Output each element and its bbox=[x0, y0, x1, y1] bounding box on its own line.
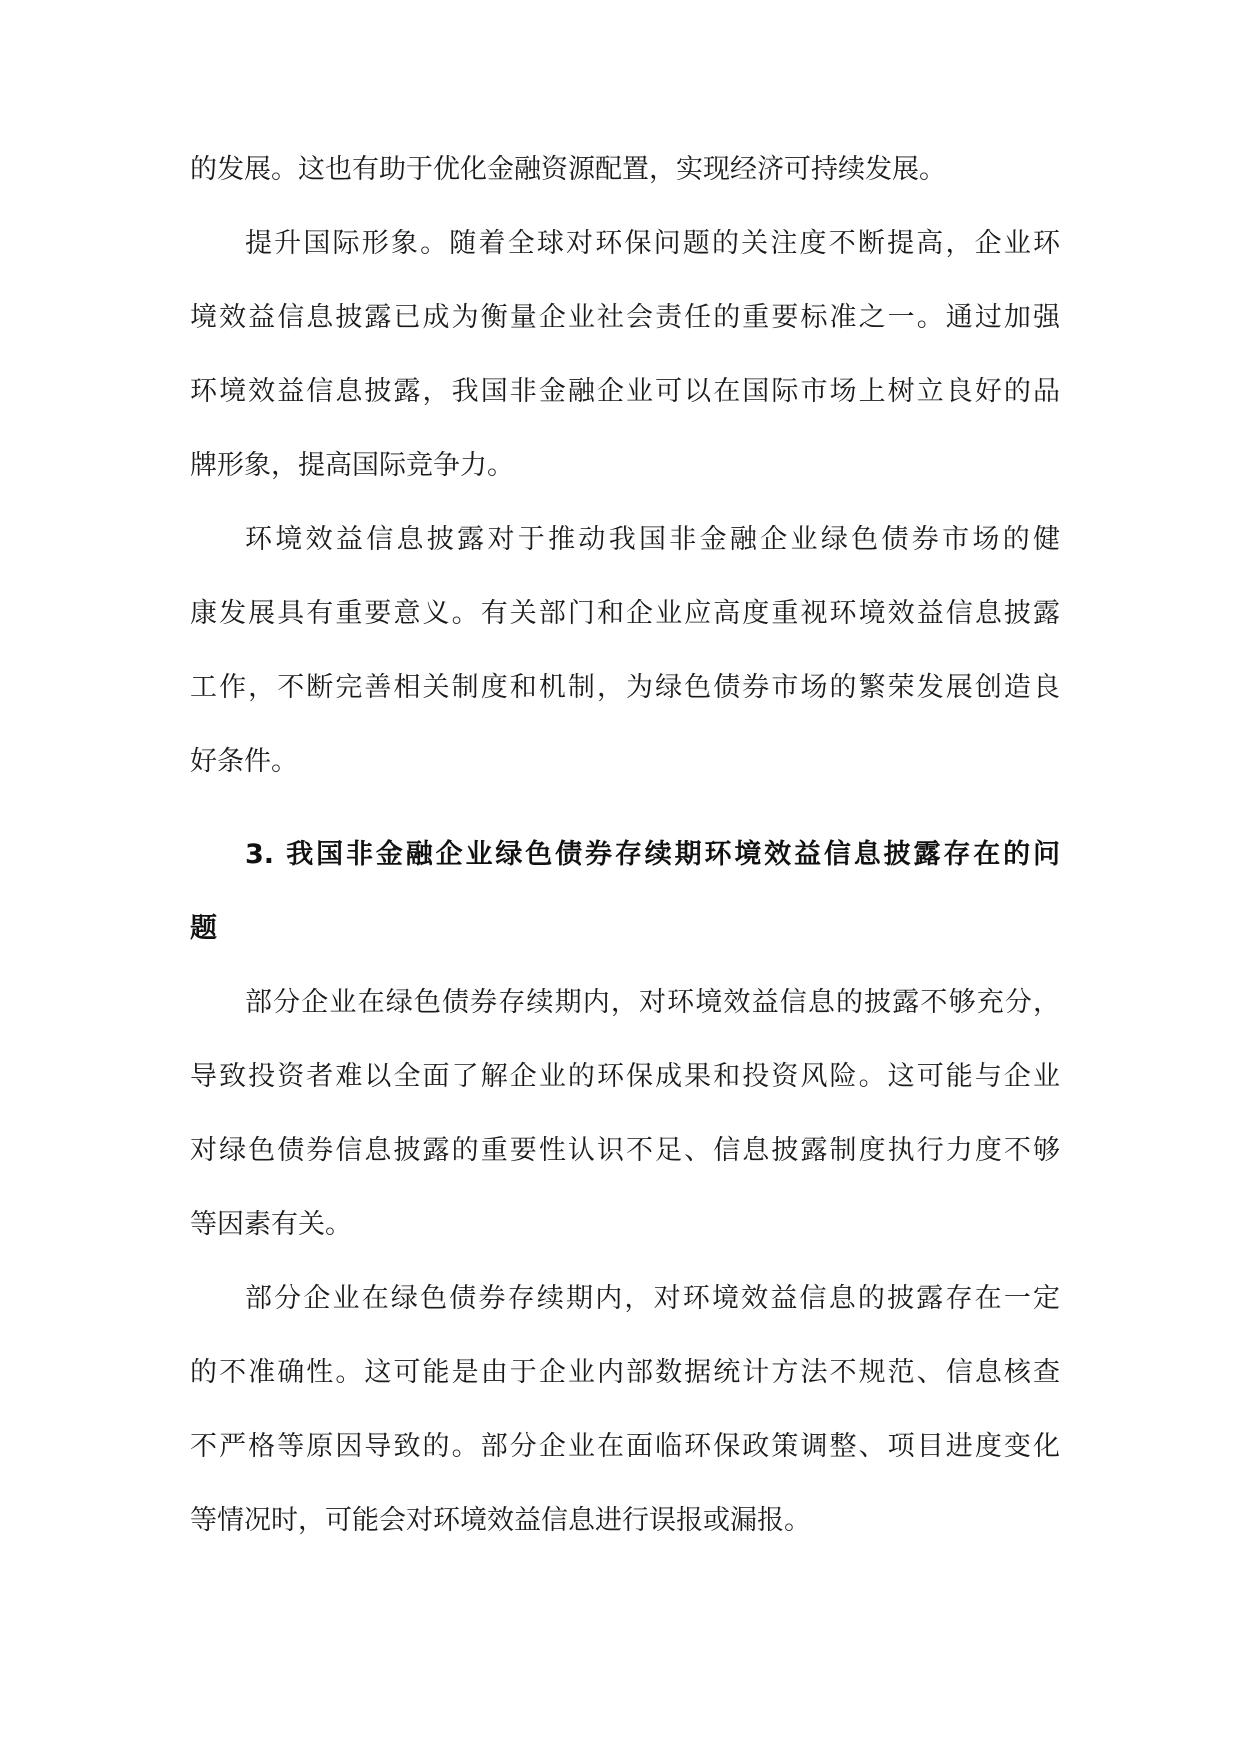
paragraph-line: 环境效益信息披露对于推动我国非金融企业绿色债券市场的健 bbox=[245, 524, 1060, 555]
paragraph-line: 好条件。 bbox=[190, 746, 298, 777]
paragraph-line: 不严格等原因导致的。部分企业在面临环保政策调整、项目进度变化 bbox=[190, 1431, 1060, 1462]
paragraph-line: 牌形象，提高国际竞争力。 bbox=[190, 450, 514, 481]
section-heading: 题 bbox=[190, 913, 217, 944]
paragraph-line: 的发展。这也有助于优化金融资源配置，实现经济可持续发展。 bbox=[190, 154, 946, 185]
paragraph-line: 导致投资者难以全面了解企业的环保成果和投资风险。这可能与企业 bbox=[190, 1061, 1060, 1092]
paragraph-line: 部分企业在绿色债券存续期内，对环境效益信息的披露不够充分， bbox=[245, 987, 1060, 1018]
paragraph-line: 提升国际形象。随着全球对环保问题的关注度不断提高，企业环 bbox=[245, 228, 1060, 259]
paragraph-line: 对绿色债券信息披露的重要性认识不足、信息披露制度执行力度不够 bbox=[190, 1135, 1060, 1166]
paragraph-line: 部分企业在绿色债券存续期内，对环境效益信息的披露存在一定 bbox=[245, 1283, 1060, 1314]
paragraph-line: 工作，不断完善相关制度和机制，为绿色债券市场的繁荣发展创造良 bbox=[190, 672, 1060, 703]
paragraph-line: 环境效益信息披露，我国非金融企业可以在国际市场上树立良好的品 bbox=[190, 376, 1060, 407]
section-heading: 3. 我国非金融企业绿色债券存续期环境效益信息披露存在的问 bbox=[245, 839, 1060, 870]
paragraph-line: 康发展具有重要意义。有关部门和企业应高度重视环境效益信息披露 bbox=[190, 598, 1060, 629]
paragraph-line: 等情况时，可能会对环境效益信息进行误报或漏报。 bbox=[190, 1505, 811, 1536]
paragraph-line: 境效益信息披露已成为衡量企业社会责任的重要标准之一。通过加强 bbox=[190, 302, 1060, 333]
paragraph-line: 等因素有关。 bbox=[190, 1209, 352, 1240]
paragraph-line: 的不准确性。这可能是由于企业内部数据统计方法不规范、信息核查 bbox=[190, 1357, 1060, 1388]
